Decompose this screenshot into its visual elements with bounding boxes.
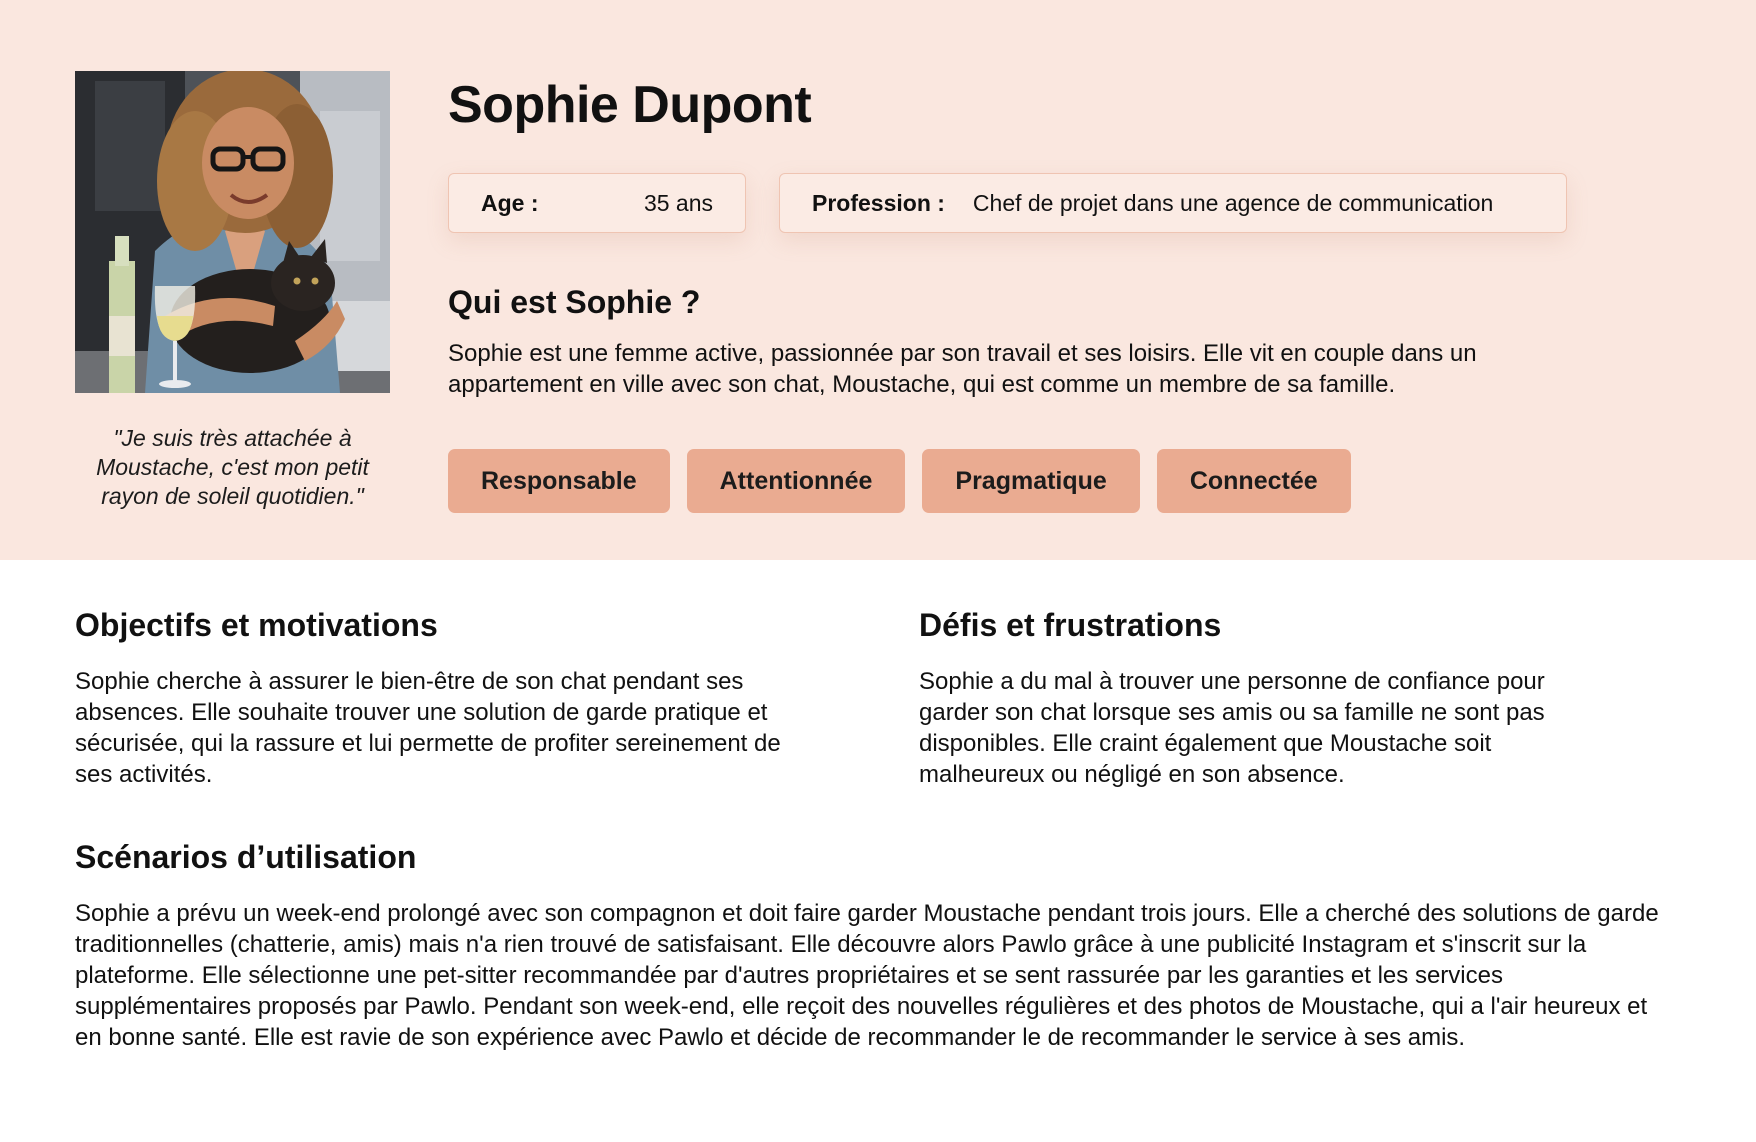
about-text: Sophie est une femme active, passionnée par son travail et ses loisirs. Elle vit en couple dans un appartement en ville avec son chat, Moustache, qui est comme un membre de sa famille.: [448, 340, 1477, 398]
about-title: Qui est Sophie ?: [448, 284, 701, 320]
age-value: 35 ans: [643, 189, 713, 216]
trait-tag: Connectée: [1157, 449, 1351, 513]
profession-label: Profession :: [812, 189, 945, 216]
challenges-text: Sophie a du mal à trouver une personne de confiance pour garder son chat lorsque ses amis ou sa famille ne sont pas disponibles. Elle craint également que Moustache soit malheureux ou négligé en son absence.: [919, 668, 1545, 788]
age-label: Age :: [481, 189, 539, 216]
scenarios-title: Scénarios d’utilisation: [75, 839, 417, 875]
trait-tag: Responsable: [448, 449, 670, 513]
persona-photo: [75, 71, 390, 393]
persona-name: Sophie Dupont: [448, 76, 812, 134]
persona-quote: "Je suis très attachée à Moustache, c'est mon petit rayon de soleil quotidien.": [96, 425, 369, 509]
woman-with-cat-image: [75, 71, 390, 393]
persona-header: [0, 0, 1756, 560]
goals-title: Objectifs et motivations: [75, 607, 438, 643]
trait-tags: [448, 449, 1351, 513]
age-field: [448, 173, 746, 233]
profession-field: [779, 173, 1567, 233]
challenges-title: Défis et frustrations: [919, 607, 1222, 643]
profession-value: Chef de projet dans une agence de communication: [972, 189, 1494, 216]
scenarios-text: Sophie a prévu un week-end prolongé avec son compagnon et doit faire garder Moustache pendant trois jours. Elle a cherché des solutions de garde traditionnelles (chatterie, amis) mais n'a rien trouvé de satisfaisant. Elle découvre alors Pawlo grâce à une publicité Instagram et s'inscrit sur la plateforme. Elle sélectionne une pet-sitter recommandée par d'autres propriétaires et se sent rassurée par les garanties et les services supplémentaires proposés par Pawlo. Pendant son week-end, elle reçoit des nouvelles régulières et des photos de Moustache, qui a l'air heureux et en bonne santé. Elle est ravie de son expérience avec Pawlo et décide de recommander le de recommander le service à ses amis.: [75, 900, 1659, 1051]
trait-tag: Pragmatique: [922, 449, 1139, 513]
trait-tag: Attentionnée: [687, 449, 906, 513]
goals-text: Sophie cherche à assurer le bien-être de son chat pendant ses absences. Elle souhaite trouver une solution de garde pratique et sécurisée, qui la rassure et lui permette de profiter sereinement de ses activités.: [75, 668, 781, 788]
